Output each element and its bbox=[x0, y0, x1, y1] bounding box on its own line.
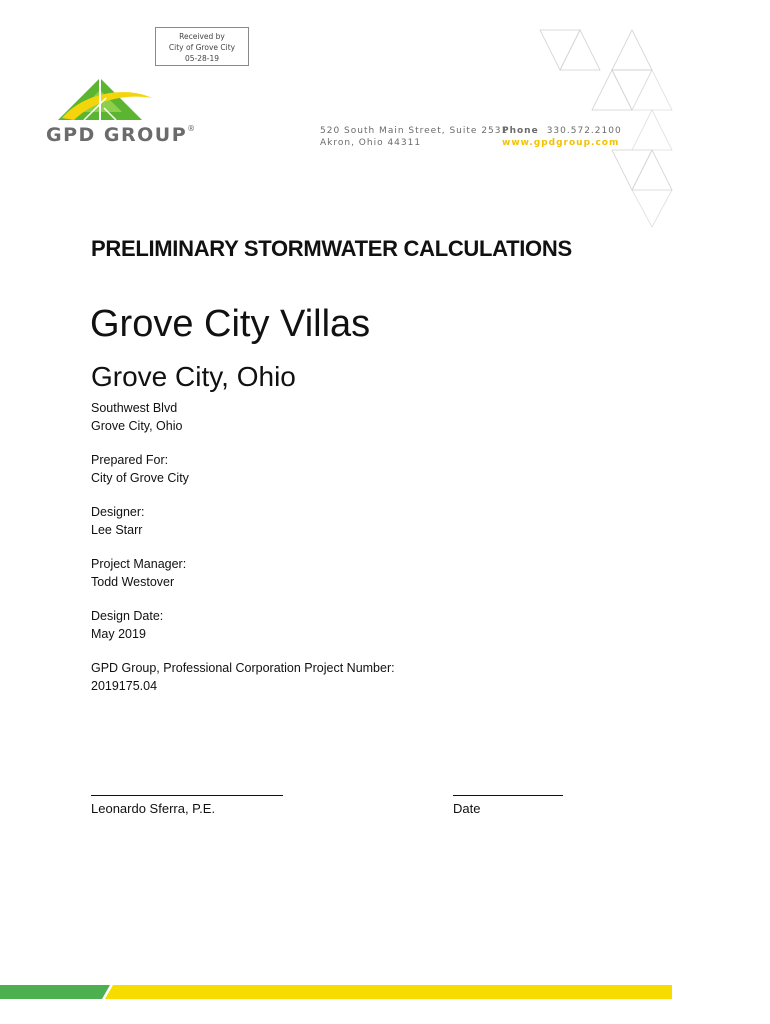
stamp-line-1: Received by bbox=[179, 32, 225, 41]
designer-block bbox=[91, 503, 145, 539]
prepared-for-block bbox=[91, 451, 189, 487]
stamp-line-3: 05-28-19 bbox=[184, 54, 220, 63]
prepared-for-value: City of Grove City bbox=[91, 471, 189, 485]
logo-name: GPD GROUP bbox=[46, 124, 188, 146]
signature-line bbox=[91, 795, 283, 796]
design-date-block bbox=[91, 607, 163, 643]
project-manager-value: Todd Westover bbox=[91, 575, 175, 589]
decorative-triangles-icon bbox=[530, 22, 680, 227]
designer-value: Lee Starr bbox=[91, 523, 143, 537]
date-line bbox=[453, 795, 563, 796]
project-location: Grove City, Ohio bbox=[91, 361, 296, 392]
website-link[interactable]: www.gpdgroup.com bbox=[502, 138, 620, 148]
date-label: Date bbox=[453, 801, 481, 816]
project-title: Grove City Villas bbox=[90, 303, 371, 345]
address-line-1: 520 South Main Street, Suite 2531 bbox=[320, 126, 509, 136]
received-stamp bbox=[155, 27, 249, 66]
signer-name: Leonardo Sferra, P.E. bbox=[91, 801, 216, 816]
project-number-block bbox=[91, 659, 395, 695]
prepared-for-label: Prepared For: bbox=[91, 453, 169, 467]
phone-number: 330.572.2100 bbox=[546, 126, 622, 136]
project-manager-label: Project Manager: bbox=[91, 557, 187, 571]
stamp-line-2: City of Grove City bbox=[168, 43, 236, 52]
address-line-2: Akron, Ohio 44311 bbox=[320, 138, 422, 148]
site-address-block bbox=[91, 399, 182, 435]
designer-label: Designer: bbox=[91, 505, 145, 519]
phone-label: Phone bbox=[502, 126, 539, 136]
design-date-label: Design Date: bbox=[91, 609, 164, 623]
project-number-value: 2019175.04 bbox=[91, 679, 158, 693]
logo-wordmark bbox=[46, 124, 195, 146]
registered-mark: ® bbox=[187, 124, 196, 133]
project-manager-block bbox=[91, 555, 186, 591]
document-heading: PRELIMINARY STORMWATER CALCULATIONS bbox=[91, 236, 572, 261]
site-address-line-2: Grove City, Ohio bbox=[91, 419, 183, 433]
footer-brand-bar bbox=[0, 985, 672, 999]
company-address bbox=[320, 125, 508, 149]
design-date-value: May 2019 bbox=[91, 627, 146, 641]
site-address-line-1: Southwest Blvd bbox=[91, 401, 178, 415]
project-number-label: GPD Group, Professional Corporation Project Number: bbox=[91, 661, 395, 675]
